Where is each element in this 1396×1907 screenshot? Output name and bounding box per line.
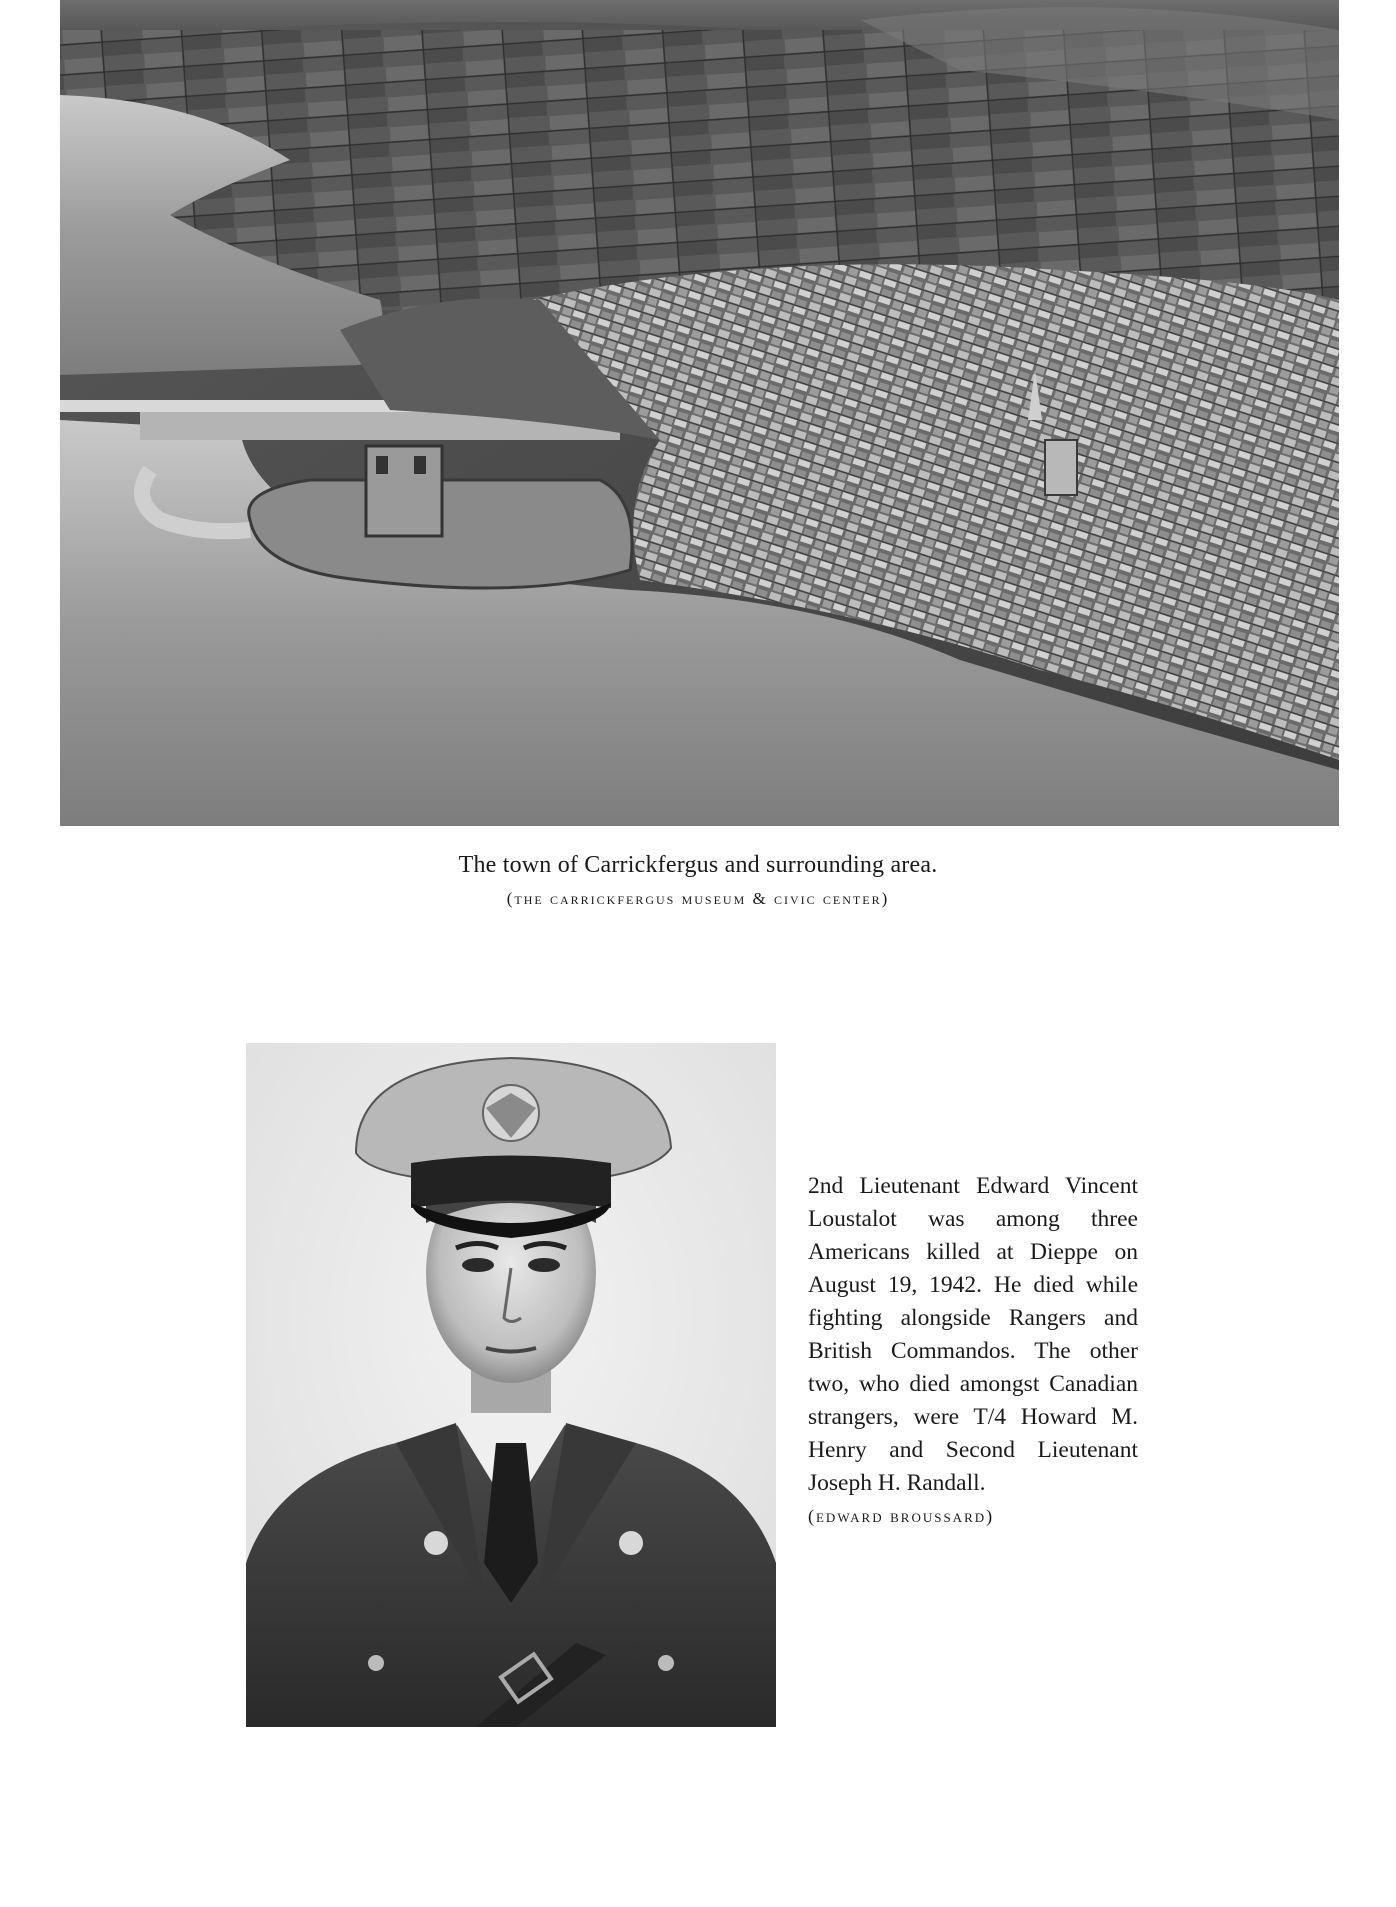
portrait-photo-credit: (edward broussard) [808,1506,995,1526]
aerial-photo-carrickfergus [60,0,1339,826]
portrait-photo-caption [808,1170,1138,1533]
portrait-photo-loustalot [246,1043,776,1727]
aerial-photo-credit: (the carrickfergus museum & civic center) [506,889,890,908]
portrait-caption-text: 2nd Lieutenant Edward Vincent Loustalot was among three Americans killed at Dieppe on August 19, 1942. He died while fighting alongside Rangers and British Commandos. The other two, who died amongst Canadian strangers, were T/4 Howard M. Henry and Second Lieutenant Joseph H. Randall. [808,1173,1138,1496]
aerial-photo-caption: The town of Carrickfergus and surrounding area. [458,852,938,878]
